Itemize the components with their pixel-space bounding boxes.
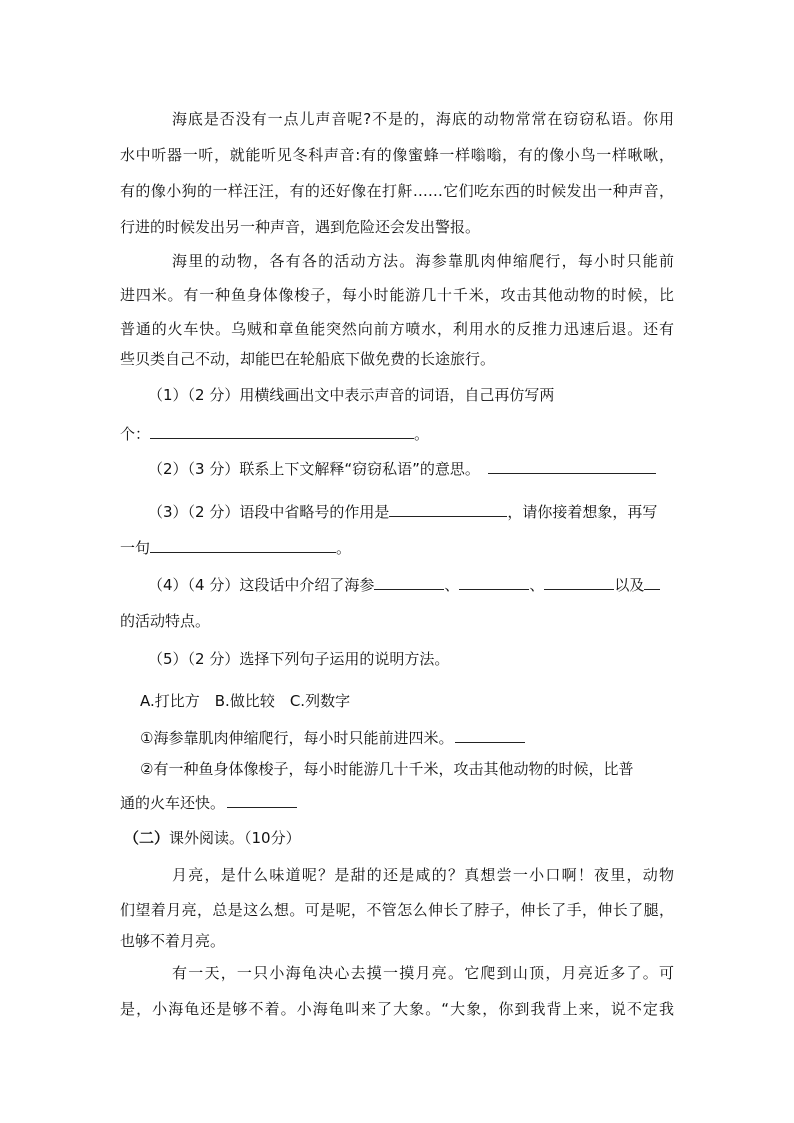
question-2-text: （2）（3 分）联系上下文解释“窃窃私语”的意思。 [148, 460, 480, 478]
answer-blank-q5-1[interactable] [455, 728, 525, 743]
question-4-line1 [148, 575, 674, 594]
passage2-para1-line3: 也够不着月亮。 [120, 932, 226, 950]
question-3-prefix: （3）（2 分）语段中省略号的作用是 [148, 503, 390, 521]
question-5-item2-text: 通的火车还快。 [120, 794, 226, 812]
answer-blank-q5-2[interactable] [227, 793, 297, 808]
question-1-line2 [120, 424, 674, 443]
answer-blank-q1[interactable] [150, 424, 414, 439]
question-4-mid: 以及 [614, 576, 645, 594]
question-4-prefix: （4）（4 分）这段话中介绍了海参 [148, 576, 375, 594]
passage2-para1-line2: 们望着月亮，总是这么想。可是呢，不管怎么伸长了脖子，伸长了手，伸长了腿， [120, 901, 674, 919]
question-3-line2-suffix: 。 [336, 539, 352, 557]
passage1-para2-line3: 普通的火车快。乌贼和章鱼能突然向前方喷水，利用水的反推力迅速后退。还有 [120, 320, 674, 338]
question-3-line2-prefix: 一句 [120, 539, 151, 557]
question-1-line1: （1）（2 分）用横线画出文中表示声音的词语，自己再仿写两 [148, 386, 555, 404]
passage2-para2-line2: 是，小海龟还是够不着。小海龟叫来了大象。“大象，你到我背上来，说不定我 [120, 1000, 674, 1018]
question-5-item1-text: ①海参靠肌肉伸缩爬行，每小时只能前进四米。 [140, 729, 454, 747]
question-5-item2-line2 [120, 793, 674, 812]
question-3-line1 [148, 502, 674, 521]
section-2-title: 课外阅读。（10分） [169, 829, 301, 847]
passage1-para2-line2: 进四米。有一种鱼身体像梭子，每小时能游几十千米，攻击其他动物的时候，比 [120, 286, 674, 304]
passage2-para2-line1: 有一天，一只小海龟决心去摸一摸月亮。它爬到山顶，月亮近多了。可 [172, 964, 674, 982]
passage1-para1-line2: 水中听器一听，就能听见冬科声音:有的像蜜蜂一样嗡嗡，有的像小鸟一样啾啾， [120, 146, 674, 164]
question-1-suffix: 。 [414, 425, 430, 443]
question-4-sep2: 、 [529, 576, 545, 594]
passage1-para1-line3: 有的像小狗的一样汪汪，有的还好像在打鼾……它们吃东西的时候发出一种声音， [120, 182, 674, 200]
question-4-line2: 的活动特点。 [120, 612, 211, 630]
passage1-para2-line1: 海里的动物，各有各的活动方法。海参靠肌肉伸缩爬行，每小时只能前 [172, 252, 674, 270]
section-2-number: （二） [124, 829, 170, 847]
passage1-para1-line4: 行进的时候发出另一种声音，遇到危险还会发出警报。 [120, 218, 481, 236]
question-3-line2 [120, 538, 674, 557]
passage1-para2-line4: 些贝类自己不动，却能巴在轮船底下做免费的长途旅行。 [120, 350, 496, 368]
answer-blank-q4c[interactable] [544, 575, 614, 590]
question-2 [148, 459, 702, 478]
answer-blank-q4a[interactable] [374, 575, 444, 590]
question-4-sep1: 、 [444, 576, 460, 594]
question-3-suffix: ，请你接着想象，再写 [507, 503, 658, 521]
question-5-item2-line1: ②有一种鱼身体像梭子，每小时能游几十千米，攻击其他动物的时候，比普 [140, 760, 634, 778]
passage2-para1-line1: 月亮，是什么味道呢？是甜的还是咸的？真想尝一小口啊！夜里，动物 [172, 866, 674, 884]
answer-blank-q2[interactable] [488, 459, 656, 474]
passage1-para1-line1: 海底是否没有一点儿声音呢?不是的，海底的动物常常在窃窃私语。你用 [172, 110, 674, 128]
answer-blank-q4d[interactable] [644, 575, 660, 590]
section-2-heading [124, 829, 678, 847]
answer-blank-q3a[interactable] [389, 502, 507, 517]
question-5-options: A.打比方 B.做比较 C.列数字 [140, 692, 351, 710]
answer-blank-q3b[interactable] [150, 538, 336, 553]
answer-blank-q4b[interactable] [459, 575, 529, 590]
question-1-prefix: 个： [120, 425, 151, 443]
question-5-item1 [140, 728, 694, 747]
question-5: （5）（2 分）选择下列句子运用的说明方法。 [148, 650, 450, 668]
